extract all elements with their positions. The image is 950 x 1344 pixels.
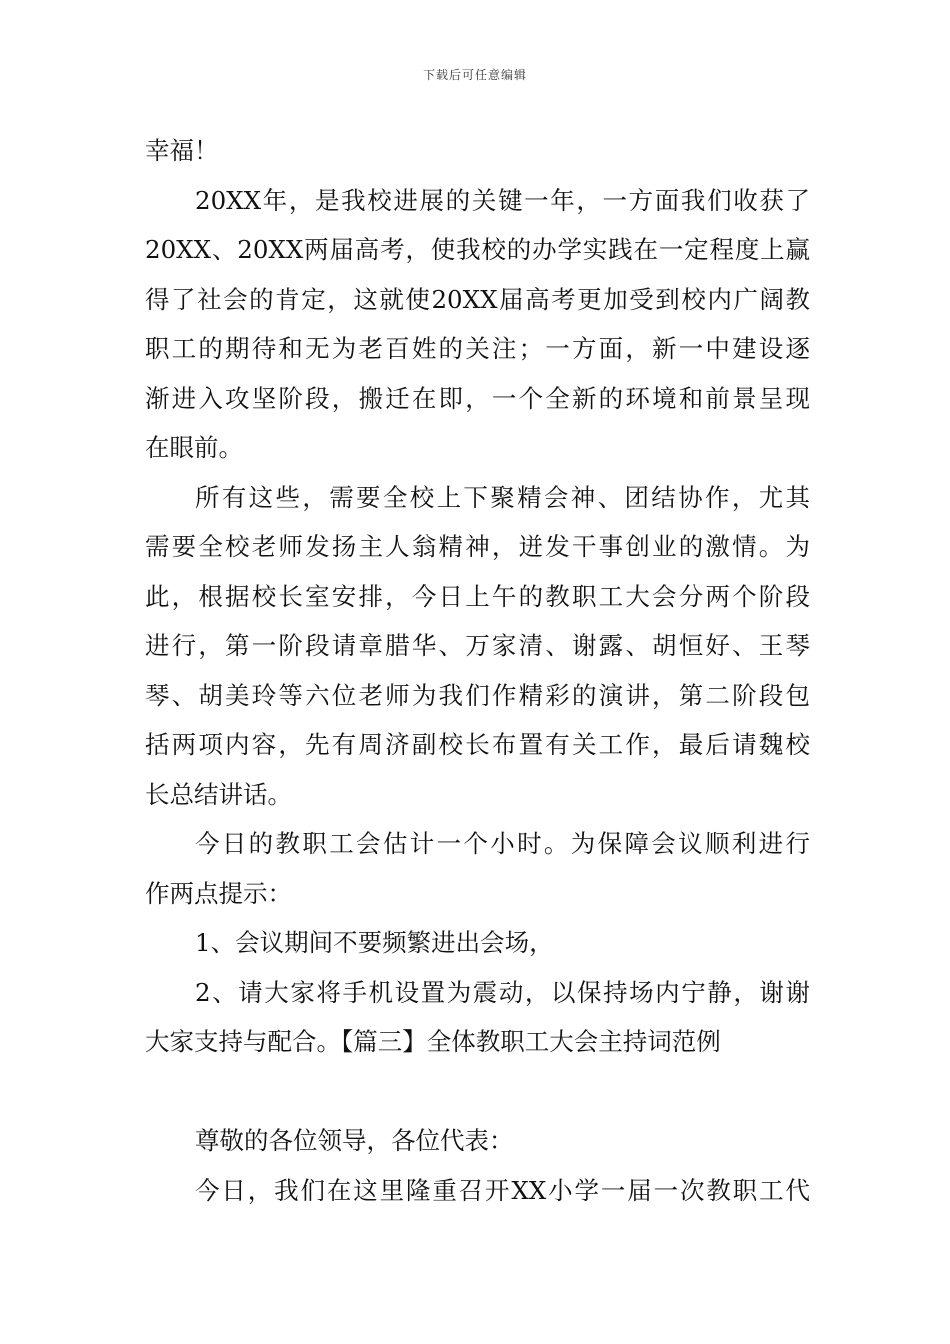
text-line: 括两项内容，先有周济副校长布置有关工作，最后请魏校 xyxy=(145,730,810,759)
text-line: 幸福！ xyxy=(145,136,219,165)
document-body xyxy=(145,126,810,1215)
text-line: 此，根据校长室安排，今日上午的教职工大会分两个阶段 xyxy=(145,581,810,611)
text-line: 需要全校老师发扬主人翁精神，迸发干事创业的激情。为 xyxy=(145,532,810,561)
paragraph-first-line: 20XX年，是我校进展的关键一年，一方面我们收获了 xyxy=(195,185,810,215)
salutation-line: 尊敬的各位领导，各位代表： xyxy=(195,1126,514,1155)
paragraph-first-line: 所有这些，需要全校上下聚精会神、团结协作，尤其 xyxy=(195,482,810,512)
text-line: 长总结讲话。 xyxy=(145,779,292,809)
text-line: 20XX、20XX两届高考，使我校的办学实践在一定程度上赢 xyxy=(145,235,810,264)
paragraph-first-line: 今日，我们在这里隆重召开XX小学一届一次教职工代 xyxy=(195,1175,810,1205)
text-line: 得了社会的肯定，这就使20XX届高考更加受到校内广阔教 xyxy=(145,284,810,314)
list-item: 2、请大家将手机设置为震动，以保持场内宁静，谢谢 xyxy=(195,977,810,1007)
text-line: 职工的期待和无为老百姓的关注；一方面，新一中建设逐 xyxy=(145,334,810,363)
page-header-note: 下载后可任意编辑 xyxy=(422,68,527,82)
text-line: 进行，第一阶段请章腊华、万家清、谢露、胡恒好、王琴 xyxy=(145,631,810,660)
paragraph-first-line: 今日的教职工会估计一个小时。为保障会议顺利进行 xyxy=(195,829,810,858)
paragraph-gap xyxy=(145,1067,810,1117)
text-line: 琴、胡美玲等六位老师为我们作精彩的演讲，第二阶段包 xyxy=(145,680,810,710)
text-line: 大家支持与配合。【篇三】全体教职工大会主持词范例 xyxy=(145,1027,721,1056)
text-line: 作两点提示： xyxy=(145,878,292,908)
list-item: 1、会议期间不要频繁进出会场， xyxy=(195,928,554,957)
text-line: 渐进入攻坚阶段，搬迁在即，一个全新的环境和前景呈现 xyxy=(145,383,810,413)
text-line: 在眼前。 xyxy=(145,433,243,462)
